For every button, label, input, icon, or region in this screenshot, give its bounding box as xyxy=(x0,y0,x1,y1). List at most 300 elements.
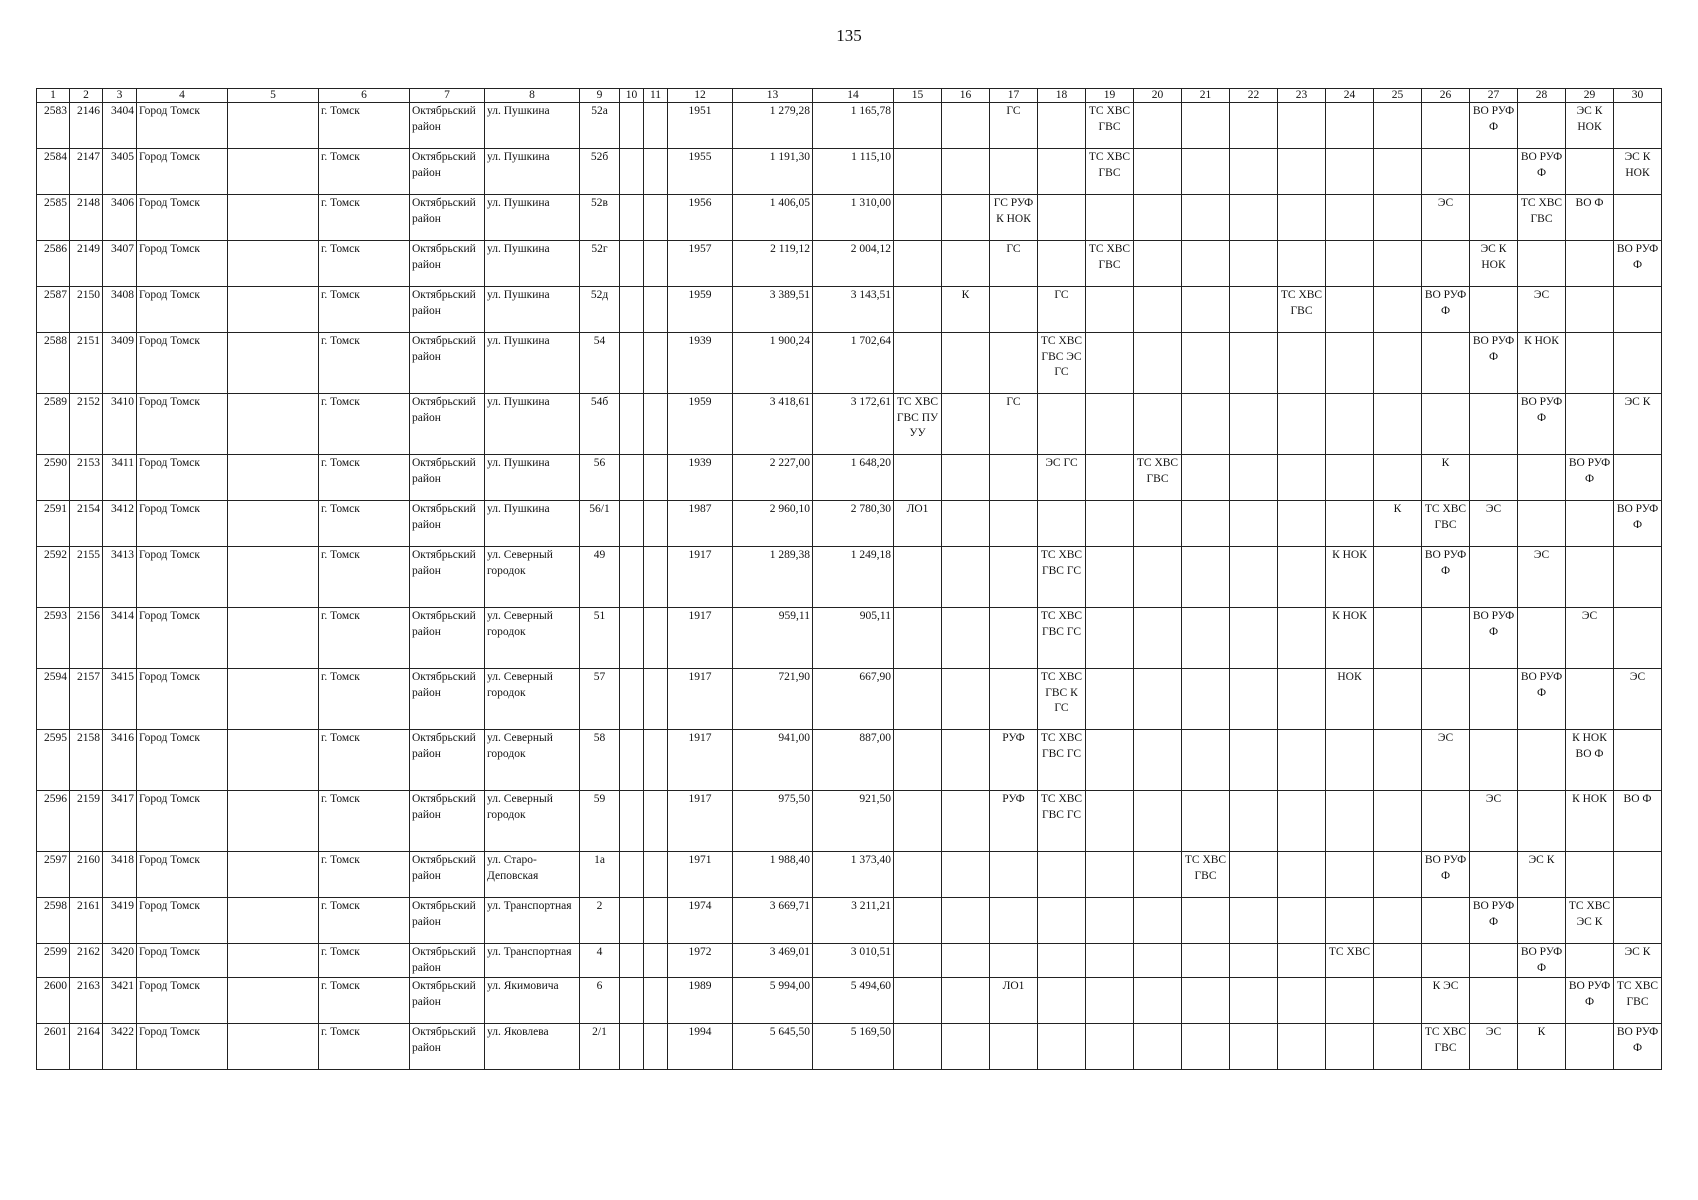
table-cell: ВО Ф xyxy=(1614,791,1662,852)
table-cell: ГС xyxy=(990,394,1038,455)
table-cell: г. Томск xyxy=(319,791,410,852)
table-row xyxy=(37,898,1662,944)
table-row xyxy=(37,791,1662,852)
table-cell xyxy=(1182,394,1230,455)
table-cell: 1959 xyxy=(668,287,733,333)
table-cell: ВО РУФ Ф xyxy=(1470,898,1518,944)
table-cell xyxy=(1182,608,1230,669)
table-cell xyxy=(620,547,644,608)
table-cell: 1951 xyxy=(668,103,733,149)
table-cell xyxy=(1182,547,1230,608)
table-cell xyxy=(1086,547,1134,608)
table-cell xyxy=(1230,195,1278,241)
table-cell: ТС ХВС ГВС xyxy=(1086,103,1134,149)
table-cell xyxy=(1230,978,1278,1024)
table-cell xyxy=(1086,608,1134,669)
table-cell xyxy=(1230,287,1278,333)
table-cell: Город Томск xyxy=(137,944,228,978)
table-cell xyxy=(1326,394,1374,455)
table-cell: ТС ХВС ГВС xyxy=(1278,287,1326,333)
table-cell: 51 xyxy=(580,608,620,669)
page-number: 135 xyxy=(836,26,862,45)
table-cell xyxy=(894,103,942,149)
table-cell xyxy=(1566,944,1614,978)
table-cell: 1959 xyxy=(668,394,733,455)
table-cell xyxy=(942,1024,990,1070)
table-cell xyxy=(1326,103,1374,149)
table-cell xyxy=(1278,730,1326,791)
table-cell: ЭС К НОК xyxy=(1566,103,1614,149)
table-cell xyxy=(894,455,942,501)
table-cell xyxy=(620,287,644,333)
table-cell xyxy=(942,241,990,287)
column-header: 27 xyxy=(1470,89,1518,103)
table-cell xyxy=(1374,455,1422,501)
table-cell: 3 389,51 xyxy=(733,287,813,333)
table-cell: ТС ХВС ГВС xyxy=(1134,455,1182,501)
table-cell xyxy=(1086,501,1134,547)
table-cell: 2/1 xyxy=(580,1024,620,1070)
table-cell: ул. Пушкина xyxy=(485,149,580,195)
column-header: 26 xyxy=(1422,89,1470,103)
table-cell xyxy=(1230,852,1278,898)
table-cell: ул. Пушкина xyxy=(485,333,580,394)
table-cell: 3416 xyxy=(103,730,137,791)
table-cell: ЭС К xyxy=(1614,944,1662,978)
table-cell: ЛО1 xyxy=(894,501,942,547)
table-cell: Октябрьский район xyxy=(410,1024,485,1070)
table-cell: 2596 xyxy=(37,791,70,852)
column-header: 4 xyxy=(137,89,228,103)
table-cell: ТС ХВС ГВС xyxy=(1518,195,1566,241)
table-cell xyxy=(942,547,990,608)
table-cell xyxy=(1278,669,1326,730)
table-cell: 2149 xyxy=(70,241,103,287)
column-header: 16 xyxy=(942,89,990,103)
table-cell: ул. Транспортная xyxy=(485,944,580,978)
table-cell xyxy=(894,1024,942,1070)
table-cell: ТС ХВС ГВС xyxy=(1086,241,1134,287)
table-cell: 721,90 xyxy=(733,669,813,730)
table-cell xyxy=(1470,852,1518,898)
table-cell xyxy=(1086,978,1134,1024)
table-cell: Город Томск xyxy=(137,501,228,547)
table-cell xyxy=(1278,394,1326,455)
column-header: 30 xyxy=(1614,89,1662,103)
table-cell: г. Томск xyxy=(319,608,410,669)
table-cell xyxy=(1326,333,1374,394)
table-cell xyxy=(1374,669,1422,730)
table-cell xyxy=(620,944,644,978)
table-cell: ТС ХВС ЭС К xyxy=(1566,898,1614,944)
table-cell xyxy=(228,547,319,608)
table-cell: г. Томск xyxy=(319,730,410,791)
table-cell: 2147 xyxy=(70,149,103,195)
table-cell xyxy=(620,455,644,501)
table-cell xyxy=(620,333,644,394)
table-cell: 3420 xyxy=(103,944,137,978)
table-cell xyxy=(1038,852,1086,898)
table-cell: ЛО1 xyxy=(990,978,1038,1024)
table-cell xyxy=(228,791,319,852)
table-cell xyxy=(942,978,990,1024)
table-cell: г. Томск xyxy=(319,852,410,898)
table-cell: Город Томск xyxy=(137,669,228,730)
table-cell xyxy=(644,1024,668,1070)
table-cell: 2591 xyxy=(37,501,70,547)
table-cell xyxy=(1230,241,1278,287)
table-cell xyxy=(942,608,990,669)
column-header: 10 xyxy=(620,89,644,103)
table-cell: 52д xyxy=(580,287,620,333)
table-cell: 1 373,40 xyxy=(813,852,894,898)
table-cell xyxy=(620,852,644,898)
table-cell xyxy=(1086,944,1134,978)
table-cell: ГС РУФ К НОК xyxy=(990,195,1038,241)
table-cell xyxy=(228,103,319,149)
table-cell: г. Томск xyxy=(319,149,410,195)
table-cell: Октябрьский район xyxy=(410,547,485,608)
table-cell xyxy=(228,944,319,978)
column-header: 14 xyxy=(813,89,894,103)
table-cell xyxy=(894,978,942,1024)
table-cell: 2598 xyxy=(37,898,70,944)
table-cell xyxy=(1470,730,1518,791)
table-cell: 667,90 xyxy=(813,669,894,730)
table-row xyxy=(37,455,1662,501)
table-cell: 3 469,01 xyxy=(733,944,813,978)
table-cell: г. Томск xyxy=(319,287,410,333)
table-cell xyxy=(1230,1024,1278,1070)
table-cell: 2155 xyxy=(70,547,103,608)
table-cell xyxy=(942,103,990,149)
table-cell: ВО РУФ Ф xyxy=(1422,852,1470,898)
table-cell: г. Томск xyxy=(319,394,410,455)
table-cell xyxy=(1326,501,1374,547)
table-cell xyxy=(1422,898,1470,944)
table-cell xyxy=(1038,103,1086,149)
table-cell: 2586 xyxy=(37,241,70,287)
table-cell xyxy=(1422,608,1470,669)
table-cell xyxy=(894,791,942,852)
table-cell: ЭС xyxy=(1566,608,1614,669)
table-cell: 2589 xyxy=(37,394,70,455)
table-cell: 941,00 xyxy=(733,730,813,791)
table-cell xyxy=(644,455,668,501)
table-cell: Октябрьский район xyxy=(410,394,485,455)
table-cell xyxy=(942,195,990,241)
table-cell xyxy=(1518,241,1566,287)
table-cell: Город Томск xyxy=(137,852,228,898)
table-cell: 57 xyxy=(580,669,620,730)
table-cell xyxy=(1566,287,1614,333)
table-cell xyxy=(1614,195,1662,241)
table-cell xyxy=(894,852,942,898)
table-cell: Город Томск xyxy=(137,791,228,852)
table-cell xyxy=(1086,669,1134,730)
table-cell: Октябрьский район xyxy=(410,608,485,669)
table-cell: 2585 xyxy=(37,195,70,241)
table-cell xyxy=(1134,149,1182,195)
table-cell: Город Томск xyxy=(137,241,228,287)
table-cell xyxy=(1470,669,1518,730)
table-row xyxy=(37,1024,1662,1070)
table-cell: ул. Пушкина xyxy=(485,195,580,241)
table-cell xyxy=(942,501,990,547)
table-cell: ТС ХВС ГВС К ГС xyxy=(1038,669,1086,730)
table-cell xyxy=(1038,1024,1086,1070)
table-cell: 2148 xyxy=(70,195,103,241)
table-cell: 1 165,78 xyxy=(813,103,894,149)
table-cell xyxy=(1230,455,1278,501)
table-cell: ВО РУФ Ф xyxy=(1614,1024,1662,1070)
table-cell: 905,11 xyxy=(813,608,894,669)
column-header: 3 xyxy=(103,89,137,103)
table-cell: 2154 xyxy=(70,501,103,547)
table-row xyxy=(37,547,1662,608)
table-cell: ТС ХВС ГВС ГС xyxy=(1038,547,1086,608)
table-cell xyxy=(644,103,668,149)
table-row xyxy=(37,978,1662,1024)
table-cell xyxy=(1182,195,1230,241)
table-cell xyxy=(1182,333,1230,394)
table-cell xyxy=(620,669,644,730)
table-cell: ТС ХВС ГВС xyxy=(1422,1024,1470,1070)
table-cell: Город Томск xyxy=(137,547,228,608)
table-cell: К xyxy=(942,287,990,333)
table-cell: 2158 xyxy=(70,730,103,791)
table-cell xyxy=(1470,394,1518,455)
table-cell xyxy=(644,149,668,195)
table-cell xyxy=(1374,333,1422,394)
table-cell: ЭС xyxy=(1470,1024,1518,1070)
table-cell xyxy=(942,852,990,898)
table-cell: 1 310,00 xyxy=(813,195,894,241)
table-cell: 3409 xyxy=(103,333,137,394)
table-cell: 54б xyxy=(580,394,620,455)
table-cell: Город Томск xyxy=(137,455,228,501)
table-cell: ул. Северный городок xyxy=(485,547,580,608)
table-cell: 2146 xyxy=(70,103,103,149)
table-cell xyxy=(1326,898,1374,944)
table-row xyxy=(37,287,1662,333)
column-header: 25 xyxy=(1374,89,1422,103)
table-cell xyxy=(644,898,668,944)
table-cell: 1а xyxy=(580,852,620,898)
table-cell: 2595 xyxy=(37,730,70,791)
table-cell xyxy=(1326,195,1374,241)
table-cell: ЭС xyxy=(1518,547,1566,608)
table-cell: ЭС К НОК xyxy=(1614,149,1662,195)
table-cell xyxy=(620,149,644,195)
table-cell: Октябрьский район xyxy=(410,978,485,1024)
table-cell: 3 669,71 xyxy=(733,898,813,944)
table-cell xyxy=(1038,978,1086,1024)
table-cell: 2601 xyxy=(37,1024,70,1070)
table-cell: Октябрьский район xyxy=(410,333,485,394)
table-cell xyxy=(1470,547,1518,608)
table-cell xyxy=(1326,1024,1374,1070)
table-cell xyxy=(1470,978,1518,1024)
table-cell: ТС ХВС xyxy=(1326,944,1374,978)
table-cell: ул. Пушкина xyxy=(485,241,580,287)
table-cell: К НОК xyxy=(1566,791,1614,852)
table-cell: 1994 xyxy=(668,1024,733,1070)
table-cell: 1 191,30 xyxy=(733,149,813,195)
table-cell xyxy=(1230,730,1278,791)
table-cell: 2153 xyxy=(70,455,103,501)
table-cell: 3414 xyxy=(103,608,137,669)
table-cell: ЭС xyxy=(1422,730,1470,791)
table-cell: ул. Северный городок xyxy=(485,608,580,669)
table-cell: 56 xyxy=(580,455,620,501)
table-cell xyxy=(1614,287,1662,333)
table-cell xyxy=(1086,333,1134,394)
table-cell: Город Томск xyxy=(137,898,228,944)
column-header: 2 xyxy=(70,89,103,103)
table-cell: г. Томск xyxy=(319,547,410,608)
table-cell: ул. Якимовича xyxy=(485,978,580,1024)
table-cell xyxy=(1278,978,1326,1024)
table-cell xyxy=(1278,852,1326,898)
table-cell xyxy=(1326,455,1374,501)
column-header: 29 xyxy=(1566,89,1614,103)
column-header: 20 xyxy=(1134,89,1182,103)
table-cell xyxy=(1614,103,1662,149)
table-cell xyxy=(1086,730,1134,791)
table-cell: ЭС xyxy=(1518,287,1566,333)
table-cell: 2156 xyxy=(70,608,103,669)
table-cell xyxy=(1086,898,1134,944)
table-cell xyxy=(990,1024,1038,1070)
table-cell: 3404 xyxy=(103,103,137,149)
table-cell: Октябрьский район xyxy=(410,669,485,730)
table-cell: Октябрьский район xyxy=(410,241,485,287)
table-cell xyxy=(644,852,668,898)
table-cell: ТС ХВС ГВС xyxy=(1086,149,1134,195)
table-cell: К xyxy=(1518,1024,1566,1070)
table-row xyxy=(37,730,1662,791)
table-cell xyxy=(1326,791,1374,852)
table-cell xyxy=(1326,149,1374,195)
table-cell xyxy=(942,898,990,944)
table-cell: ул. Пушкина xyxy=(485,287,580,333)
table-cell: 56/1 xyxy=(580,501,620,547)
table-cell xyxy=(990,944,1038,978)
table-cell xyxy=(228,195,319,241)
table-cell: ЭС xyxy=(1614,669,1662,730)
table-cell: Город Томск xyxy=(137,394,228,455)
table-cell xyxy=(894,608,942,669)
table-cell xyxy=(620,103,644,149)
table-row xyxy=(37,333,1662,394)
table-cell: 52в xyxy=(580,195,620,241)
table-cell xyxy=(1518,730,1566,791)
table-cell xyxy=(1422,241,1470,287)
table-cell: 2163 xyxy=(70,978,103,1024)
table-cell: 2 227,00 xyxy=(733,455,813,501)
table-cell xyxy=(1230,103,1278,149)
table-cell: 54 xyxy=(580,333,620,394)
table-cell xyxy=(1182,730,1230,791)
table-cell xyxy=(1614,547,1662,608)
table-cell xyxy=(1134,547,1182,608)
table-cell xyxy=(1566,1024,1614,1070)
table-cell xyxy=(990,501,1038,547)
table-cell: 3419 xyxy=(103,898,137,944)
table-cell: 2587 xyxy=(37,287,70,333)
table-cell: 2159 xyxy=(70,791,103,852)
table-cell xyxy=(1086,852,1134,898)
table-cell xyxy=(1134,608,1182,669)
table-cell xyxy=(1374,547,1422,608)
table-cell xyxy=(1470,287,1518,333)
table-row xyxy=(37,608,1662,669)
table-cell xyxy=(644,791,668,852)
table-cell xyxy=(1038,394,1086,455)
table-cell xyxy=(942,730,990,791)
table-cell xyxy=(1278,547,1326,608)
table-cell: Октябрьский район xyxy=(410,730,485,791)
table-cell: 2583 xyxy=(37,103,70,149)
table-cell: ГС xyxy=(1038,287,1086,333)
table-cell: ВО РУФ Ф xyxy=(1470,103,1518,149)
table-cell: г. Томск xyxy=(319,669,410,730)
table-cell xyxy=(894,287,942,333)
table-cell xyxy=(942,669,990,730)
table-cell xyxy=(1134,944,1182,978)
table-cell xyxy=(644,547,668,608)
table-cell xyxy=(1038,898,1086,944)
table-cell xyxy=(1278,501,1326,547)
table-cell: 1971 xyxy=(668,852,733,898)
table-cell: г. Томск xyxy=(319,103,410,149)
table-cell xyxy=(1470,149,1518,195)
table-cell xyxy=(990,608,1038,669)
table-cell xyxy=(1278,608,1326,669)
table-row xyxy=(37,501,1662,547)
table-cell xyxy=(1134,333,1182,394)
table-cell xyxy=(1374,103,1422,149)
table-cell xyxy=(1326,287,1374,333)
table-cell: ЭС К xyxy=(1614,394,1662,455)
table-cell: 2 960,10 xyxy=(733,501,813,547)
table-cell: 3 172,61 xyxy=(813,394,894,455)
table-cell: Октябрьский район xyxy=(410,791,485,852)
table-cell: Октябрьский район xyxy=(410,898,485,944)
table-cell: 1 249,18 xyxy=(813,547,894,608)
table-cell xyxy=(620,791,644,852)
table-cell: 3 010,51 xyxy=(813,944,894,978)
table-cell xyxy=(1182,501,1230,547)
table-cell: 3411 xyxy=(103,455,137,501)
column-header: 6 xyxy=(319,89,410,103)
table-cell: РУФ xyxy=(990,791,1038,852)
table-cell: 1 289,38 xyxy=(733,547,813,608)
table-cell xyxy=(942,333,990,394)
table-cell: 1974 xyxy=(668,898,733,944)
table-cell xyxy=(1086,287,1134,333)
table-cell: г. Томск xyxy=(319,333,410,394)
table-cell xyxy=(1230,501,1278,547)
table-cell: 3 143,51 xyxy=(813,287,894,333)
table-cell: Октябрьский район xyxy=(410,195,485,241)
table-cell: Город Томск xyxy=(137,730,228,791)
table-cell xyxy=(1614,898,1662,944)
table-cell xyxy=(1566,669,1614,730)
table-cell: 1 648,20 xyxy=(813,455,894,501)
table-cell xyxy=(620,608,644,669)
